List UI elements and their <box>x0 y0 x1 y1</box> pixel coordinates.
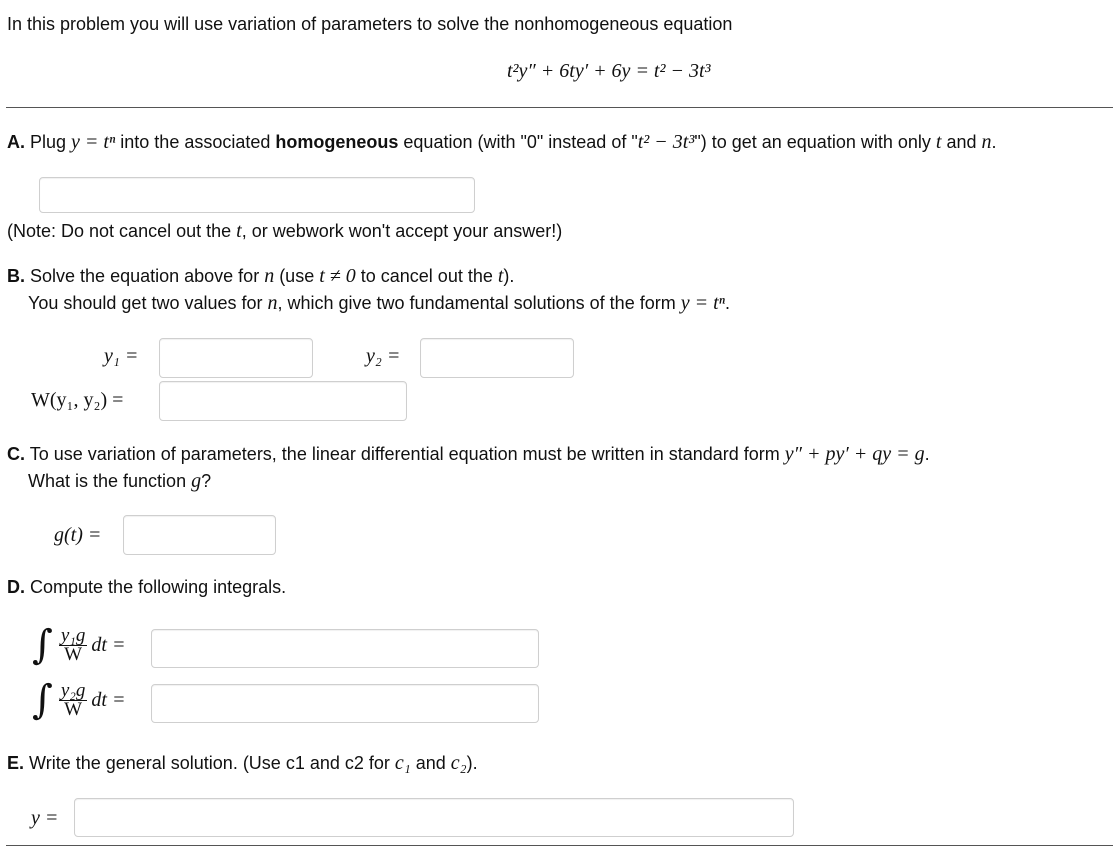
integral-sign-icon: ∫ <box>32 622 53 668</box>
integral-1-numerator: y₁g <box>60 624 86 646</box>
partA-instruction <box>7 131 997 154</box>
partA-math-substitution: y = tⁿ <box>71 131 116 153</box>
integral-2-input[interactable] <box>151 684 539 723</box>
integral-sign-icon: ∫ <box>32 677 53 723</box>
wronskian-label: W(y₁, y₂) = <box>31 389 124 411</box>
partA-math-forcing: t² − 3t³ <box>637 131 695 153</box>
y1-input[interactable] <box>159 338 313 378</box>
partB-text: (use <box>274 266 320 286</box>
partB-math-n: n <box>267 292 278 314</box>
partA-text: equation (with "0" instead of " <box>398 132 638 152</box>
partB-text: Solve the equation above for <box>30 266 265 286</box>
partA-note <box>7 220 562 243</box>
partB-text: You should get two values for <box>28 293 268 313</box>
partC-math-standard-form: y″ + py′ + qy = g <box>784 443 925 465</box>
integral-1-dt: dt = <box>91 633 126 656</box>
partC-text: To use variation of parameters, the linear differential equation must be written in standard form <box>29 444 785 464</box>
partB-instruction-line2 <box>28 292 730 315</box>
partA-bold-homogeneous: homogeneous <box>275 132 399 152</box>
y2-input[interactable] <box>420 338 574 378</box>
partC-text: . <box>924 444 930 464</box>
integral-2-fraction <box>59 679 88 720</box>
integral-2-dt: dt = <box>91 688 126 711</box>
partB-text: ). <box>503 266 515 286</box>
integral-2-numerator: y₂g <box>60 679 86 701</box>
integral-2 <box>32 677 126 723</box>
main-equation: t²y″ + 6ty′ + 6y = t² − 3t³ <box>507 60 711 82</box>
note-text: , or webwork won't accept your answer!) <box>241 221 563 241</box>
partC-instruction-line2 <box>28 470 211 493</box>
partC-instruction <box>7 443 930 466</box>
integral-1 <box>32 622 126 668</box>
partA-text: ") to get an equation with only <box>694 132 936 152</box>
partD-instruction <box>7 577 286 598</box>
divider-top <box>6 107 1113 108</box>
partB-text: . <box>724 293 730 313</box>
partA-text: and <box>941 132 982 152</box>
partD-text: Compute the following integrals. <box>30 577 287 597</box>
g-input[interactable] <box>123 515 276 555</box>
partE-math-c2: c₂ <box>450 752 467 774</box>
integral-1-denominator: W <box>64 643 83 665</box>
partB-math-n: n <box>264 265 275 287</box>
partB-math-t: t <box>497 265 504 287</box>
partA-text: Plug <box>30 132 72 152</box>
wronskian-input[interactable] <box>159 381 407 421</box>
partE-instruction <box>7 752 478 775</box>
partC-text: ? <box>201 471 212 491</box>
partA-math-t: t <box>935 131 942 153</box>
partA-letter: A. <box>7 132 25 152</box>
partB-text: , which give two fundamental solutions of the form <box>277 293 681 313</box>
partE-text: and <box>410 753 451 773</box>
partB-instruction <box>7 265 514 288</box>
partB-text: to cancel out the <box>355 266 498 286</box>
divider-bottom <box>6 845 1113 846</box>
partA-text: . <box>991 132 997 152</box>
partC-math-g: g <box>191 470 202 492</box>
y1-label: y₁ = <box>104 345 139 367</box>
partA-equation-input[interactable] <box>39 177 475 213</box>
partA-text: into the associated <box>115 132 276 152</box>
general-solution-input[interactable] <box>74 798 794 837</box>
partB-letter: B. <box>7 266 25 286</box>
partE-text: ). <box>466 753 478 773</box>
partB-math-condition: t ≠ 0 <box>319 265 356 287</box>
general-solution-label: y = <box>31 807 59 829</box>
note-text: (Note: Do not cancel out the <box>7 221 237 241</box>
partD-letter: D. <box>7 577 25 597</box>
integral-1-fraction <box>59 624 88 665</box>
partE-text: Write the general solution. (Use c1 and c2 for <box>29 753 395 773</box>
partC-text: What is the function <box>28 471 192 491</box>
integral-2-denominator: W <box>64 698 83 720</box>
y2-label: y₂ = <box>366 345 401 367</box>
integral-1-input[interactable] <box>151 629 539 668</box>
intro-text: In this problem you will use variation of parameters to solve the nonhomogeneous equation <box>7 14 733 34</box>
partE-letter: E. <box>7 753 25 773</box>
partB-math-form: y = tⁿ <box>680 292 725 314</box>
note-math-t: t <box>236 220 242 242</box>
partA-math-n: n <box>981 131 992 153</box>
partE-math-c1: c₁ <box>394 752 411 774</box>
partC-letter: C. <box>7 444 25 464</box>
g-label: g(t) = <box>54 524 102 546</box>
